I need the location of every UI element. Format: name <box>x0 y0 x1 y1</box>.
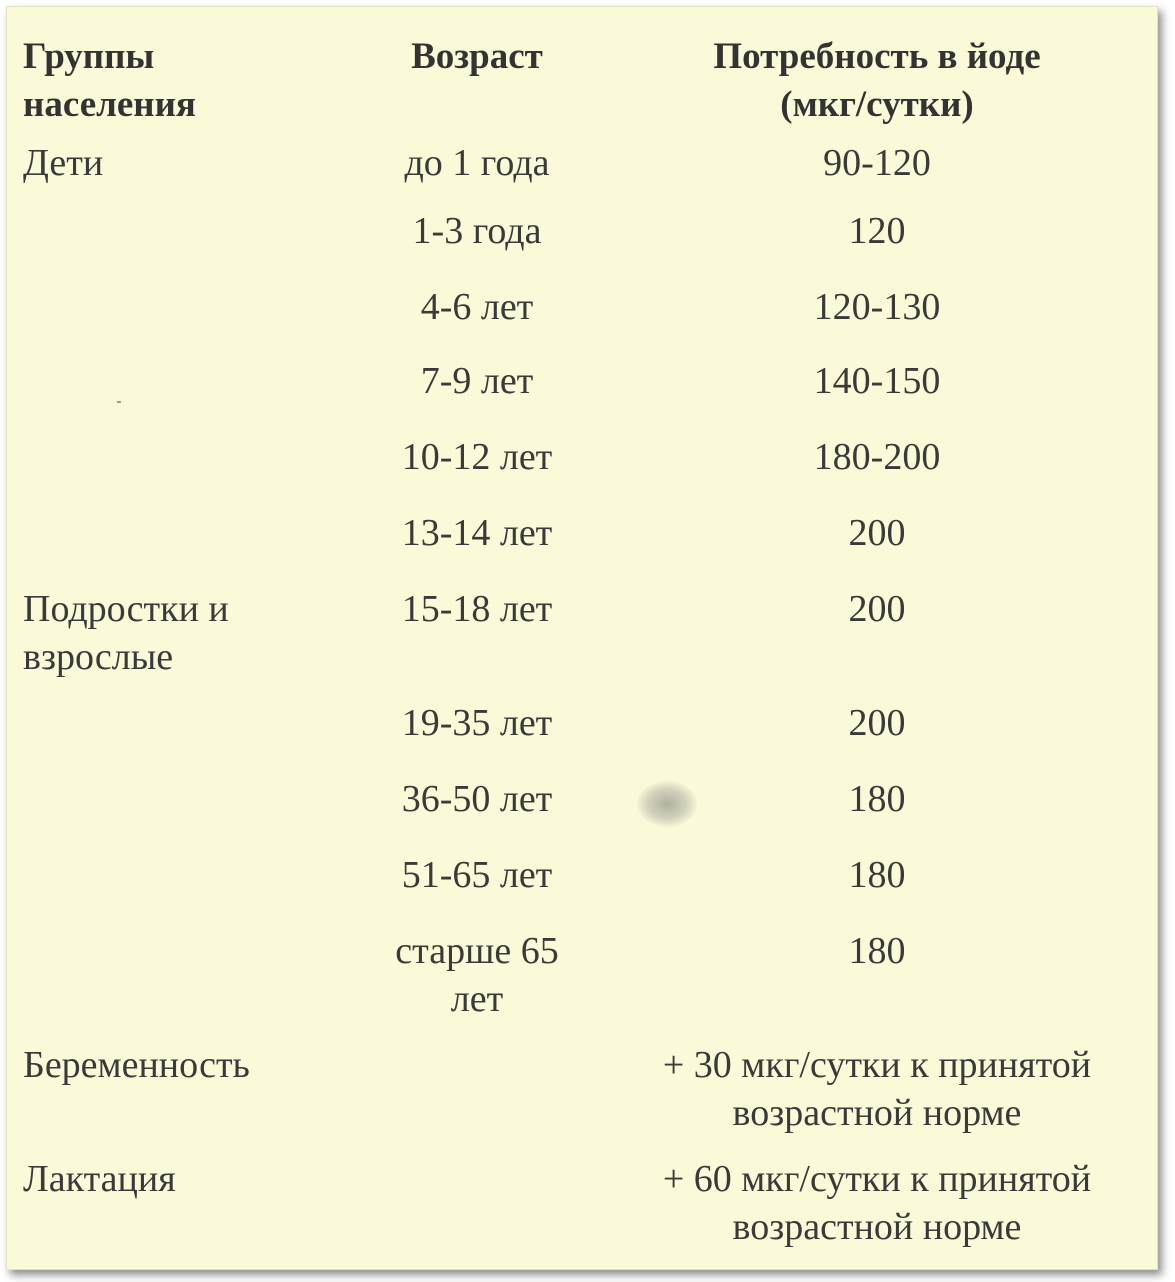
age-cell: 4-6 лет <box>420 286 534 328</box>
group-cell: Беременность <box>23 1044 250 1086</box>
need-cell: 200 <box>848 588 906 630</box>
age-cell: 13-14 лет <box>401 512 553 554</box>
need-cell: 200 <box>848 512 906 554</box>
group-cell: Лактация <box>23 1158 176 1200</box>
need-cell: 180 <box>848 854 906 896</box>
age-cell: 36-50 лет <box>401 778 553 820</box>
need-cell: + 30 мкг/сутки к принятой возрастной норме <box>662 1044 1092 1134</box>
scan-speck <box>117 401 121 403</box>
group-cell: Дети <box>23 142 104 184</box>
header-groups: Группы населения <box>23 36 196 125</box>
age-cell: до 1 года <box>404 142 550 184</box>
need-cell: 120-130 <box>813 286 941 328</box>
age-cell: 15-18 лет <box>401 588 553 630</box>
age-cell: 10-12 лет <box>401 436 553 478</box>
age-cell: 7-9 лет <box>420 360 534 402</box>
document-page <box>6 6 1158 1270</box>
need-cell: 90-120 <box>823 142 931 184</box>
header-age: Возраст <box>411 36 543 77</box>
age-cell: 1-3 года <box>412 210 542 252</box>
need-cell: 200 <box>848 702 906 744</box>
need-cell: 180 <box>848 778 906 820</box>
age-cell: 19-35 лет <box>401 702 553 744</box>
group-cell: Подростки и взрослые <box>23 588 229 678</box>
header-need: Потребность в йоде (мкг/сутки) <box>713 36 1041 125</box>
need-cell: + 60 мкг/сутки к принятой возрастной норме <box>662 1158 1092 1248</box>
need-cell: 180-200 <box>813 436 941 478</box>
need-cell: 140-150 <box>813 360 941 402</box>
need-cell: 120 <box>848 210 906 252</box>
age-cell: 51-65 лет <box>401 854 553 896</box>
age-cell: старше 65 лет <box>395 930 559 1020</box>
scan-smudge <box>637 781 697 827</box>
need-cell: 180 <box>848 930 906 972</box>
